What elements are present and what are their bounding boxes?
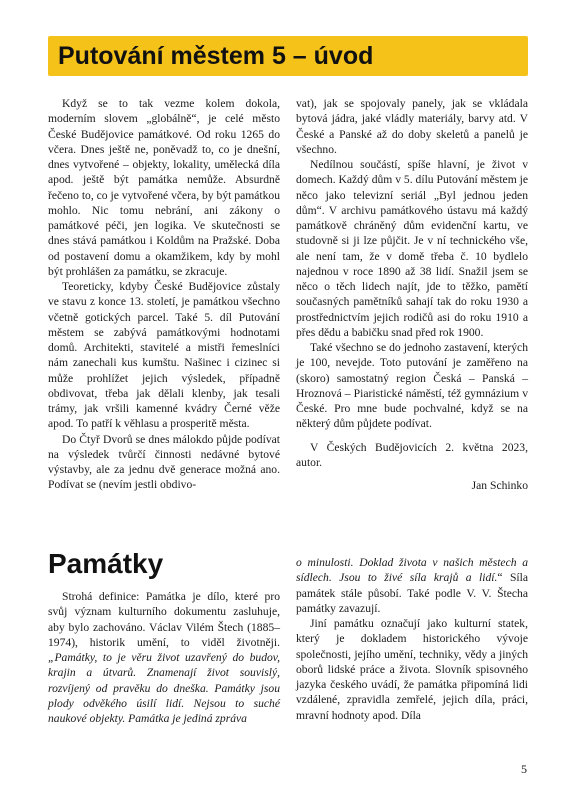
intro-paragraph: Když se to tak vezme kolem dokola, moderním slovem „globálně“, je celé město České Budějovice památkové. Od roku 1265 do včera. Dnes ještě ne, poněvadž to, co je dnešní, dnes vytvořené – objekty, lokality, umělecká díla apod. ještě být památka nemůže. Absurdně řečeno to, co je vytvořené včera, by být památkou mohlo. Nic tomu nebrání, ani zákony o památkové péči, jen logika. Ve skutečnosti se dnes stává památkou i Koldům na Pražské. Doba od postavení domu a okamžikem, kdy by mohl být prohlášen za památku, se zkracuje. (48, 97, 280, 278)
author-name: Jan Schinko (471, 479, 528, 492)
page-title: Putování městem 5 – úvod (58, 42, 374, 70)
section-heading: Památky (48, 548, 164, 579)
quote-text: o minulosti. Doklad života v našich městech a sídlech. Jsou to živé síla krajů a lidí. (296, 556, 528, 585)
intro-paragraph: Do Čtyř Dvorů se dnes málokdo půjde podívat na výsledek tvůrčí činnosti nedávné bytové výstavby, ale za jednu dvě generace možná ano. Podívat se (nevím jestli obdivo- (48, 432, 280, 492)
intro-paragraph: Také všechno se do jednoho zastavení, kterých je 100, nevejde. Toto putování je zaměřeno na (skoro) samostatný region Česká – Panská – Hroznová – Piaristické náměstí, též gymnázium v České. Pro mne bude pochvalné, když se na některý dům půjdete podívat. (296, 341, 528, 431)
page-number: 5 (521, 762, 527, 776)
intro-paragraph: Nedílnou součástí, spíše hlavní, je život v domech. Každý dům v 5. dílu Putování městem je něco jako televizní seriál „Byl jednou jeden dům“. V archivu památkového ústavu má každý památkově chráněný dům evidenční kartu, ve studovně si ji lze půjčit. Je v ní technického vše, ale není tam, že v domě třeba č. 10 bydlelo najednou v roce 1890 až 38 lidí. Snažil jsem se něco o těch lidech najít, jde to těžko, pamětí současných pamětníků sahají tak do roku 1930 a prostřednictvím jejich rodičů asi do roku 1910 a přes dědu a babičku snad před rok 1900. (296, 158, 528, 339)
quote-text: „Památky, to je věru život uzavřený do budov, krajin a útvarů. Znamenají život souvislý, rozvíjený od pravěku do dneška. Památky jsou plody odvěkého úsilí lidí. Nejsou to suché naukové objekty. Památka je jediná zpráva (48, 651, 280, 725)
intro-paragraph: vat), jak se spojovaly panely, jak se vkládala bytová jádra, jaké vládly materiály, barvy atd. V České a Panské až do doby skeletů a panelů je všechno. (296, 97, 528, 156)
intro-column-left (48, 96, 280, 493)
intro-paragraph: Teoreticky, kdyby České Budějovice zůstaly ve stavu z konce 13. století, je památkou všechno včetně gotických parcel. Také 5. díl Putování městem se zabývá památkovými hodnotami domů. Architekti, stavitelé a mistři řemeslníci nám zanechali kus kumštu. Našinec i cizinec si může prohlížet jejich výsledek, případně obdivovat, třeba jak dělali klenby, jak tesali trámy, jak vršili kamenné kvádry Černé věže apod. To patří k věhlasu a prosperitě města. (48, 280, 280, 431)
section-paragraph (296, 555, 528, 616)
quote-continuation: “ Síla památek stále působí. Také podle V. V. Štecha památky zavazují. (296, 571, 528, 615)
definition-text: Strohá definice: Památka je dílo, které pro svůj význam kulturního dokumentu zasluhuje, aby bylo zachováno. Václav Vilém Štech (1885–1974), historik umění, to viděl životněji. (48, 590, 280, 649)
section-paragraph (48, 589, 280, 726)
section-paragraph: Jiní památku označují jako kulturní statek, který je dokladem historického vývoje společnosti, jejího umění, techniky, vědy a jiných oborů lidské práce a života. Slovník spisovného jazyka českého uvádí, že památka připomíná lidi vzdálené, zpravidla zemřelé, jejich díla, práci, mravní hodnoty apod. Díla (296, 617, 528, 722)
title-banner (48, 36, 528, 76)
section-column-left (48, 589, 280, 726)
place-date: V Českých Budějovicích 2. května 2023, autor. (296, 440, 528, 469)
intro-column-right (296, 96, 528, 493)
section-column-right (296, 555, 528, 723)
